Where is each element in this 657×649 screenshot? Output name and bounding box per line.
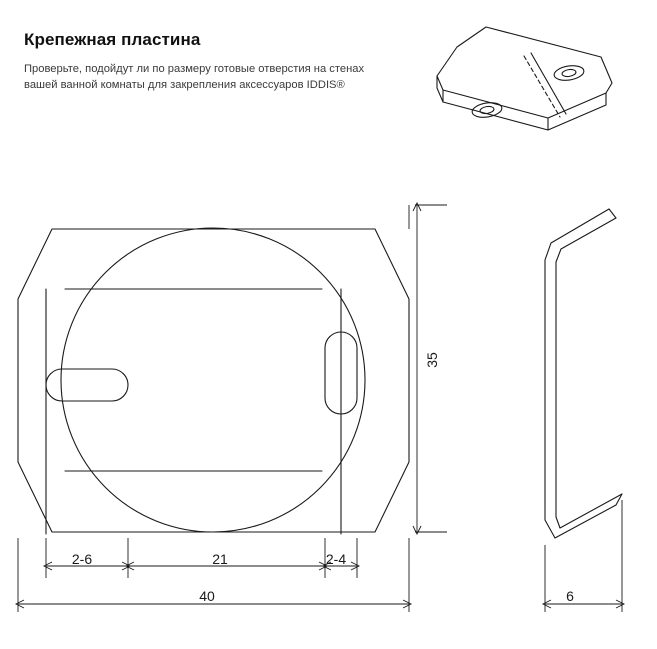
dimension-label-slot-spacing: 21 <box>212 551 228 567</box>
dimension-label-thickness: 6 <box>566 588 574 604</box>
isometric-view <box>437 27 612 130</box>
front-view <box>18 228 409 534</box>
side-view <box>545 209 622 538</box>
dimension-label-width: 40 <box>199 588 215 604</box>
page-subtitle: Проверьте, подойдут ли по размеру готовые отверстия на стенах вашей ванной комнаты для закрепления аксессуаров IDDIS® <box>24 63 365 91</box>
dimension-label-right-slot-offset: 2-4 <box>325 551 347 567</box>
page-title: Крепежная пластина <box>24 30 201 49</box>
dimension-label-left-slot-offset: 2-6 <box>71 551 93 567</box>
dimension-label-height: 35 <box>424 352 440 368</box>
